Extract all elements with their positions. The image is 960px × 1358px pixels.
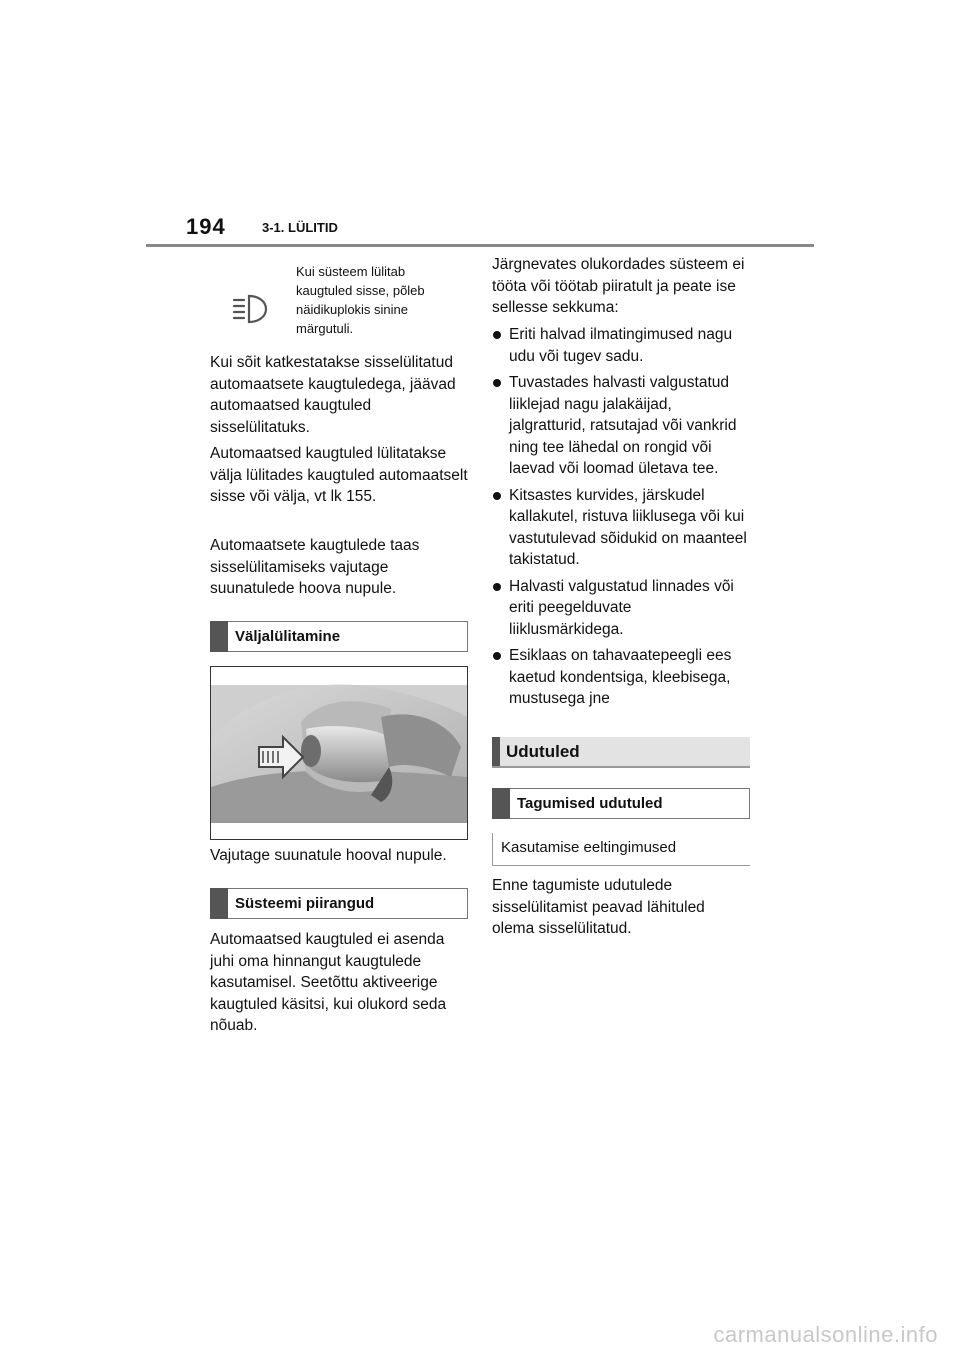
header-divider [146, 244, 814, 247]
turn-signal-lever-photo [210, 666, 468, 840]
heading-fog-lights [492, 737, 750, 768]
paragraph-intro: Järgnevates olukordades süsteem ei tööta või töötab piiratult ja peate ise sellesse sekkuma: [492, 256, 745, 316]
list-item: Halvasti valgustatud linnades või eriti peegelduvate liiklusmärkidega. [492, 576, 750, 641]
paragraph-limits: Automaatsed kaugtuled ei asenda juhi oma hinnangut kaugtulede kasutamisel. Seetõttu aktiveerige kaugtuled käsitsi, kui olukord seda nõuab. [210, 931, 447, 1034]
list-item: Eriti halvad ilmatingimused nagu udu või tugev sadu. [492, 324, 750, 367]
indicator-description: Kui süsteem lülitab kaugtuled sisse, põleb näidikuplokis sinine märgutuli. [296, 264, 425, 336]
paragraph-interrupted-drive: Kui sõit katkestatakse sisselülitatud automaatsete kaugtuledega, jäävad automaatsed kaugtuled sisselülitatuks. [210, 354, 456, 436]
paragraph-reactivate: Automaatsete kaugtulede taas sisselülitamiseks vajutage suunatulede hoova nupule. [210, 537, 420, 597]
subheading-rear-fog-lights-label: Tagumised udutuled [517, 795, 663, 812]
list-item: Kitsastes kurvides, järskudel kallakutel, ristuva liiklusega või kui vastutulevad sõidukid on maanteel takistatud. [492, 485, 750, 571]
subheading-system-limits [210, 888, 468, 919]
list-item: Tuvastades halvasti valgustatud liiklejad nagu jalakäijad, jalgratturid, ratsutajad või vankrid ning tee lähedal on rongid või laevad või loomad ületava tee. [492, 372, 750, 480]
section-title: 3-1. LÜLITID [262, 220, 338, 235]
heading-marker [492, 737, 500, 766]
subheading-marker [210, 621, 228, 652]
list-item: Esiklaas on tahavaatepeegli ees kaetud kondentsiga, kleebisega, mustusega jne [492, 645, 750, 710]
subheading-rear-fog-lights [492, 788, 750, 819]
paragraph-rear-fog-conditions: Enne tagumiste udutulede sisselülitamist peavad lähituled olema sisselülitatud. [492, 877, 705, 937]
high-beam-indicator-icon [228, 292, 272, 326]
paragraph-switch-off-info: Automaatsed kaugtuled lülitatakse välja lülitades kaugtuled automaatselt sisse või välja, vt lk 155. [210, 445, 468, 505]
subheading-system-limits-label: Süsteemi piirangud [235, 895, 375, 912]
watermark: carmanualsonline.info [713, 1322, 938, 1347]
subheading-marker [492, 788, 510, 819]
subheading-conditions: Kasutamise eeltingimused [492, 833, 750, 866]
subheading-marker [210, 888, 228, 919]
heading-fog-lights-label: Udutuled [506, 742, 580, 761]
subheading-switch-off-label: Väljalülitamine [235, 628, 341, 645]
page-number: 194 [186, 214, 226, 239]
limitations-list [492, 324, 750, 715]
photo-caption: Vajutage suunatule hooval nupule. [210, 847, 447, 864]
subheading-switch-off [210, 621, 468, 652]
